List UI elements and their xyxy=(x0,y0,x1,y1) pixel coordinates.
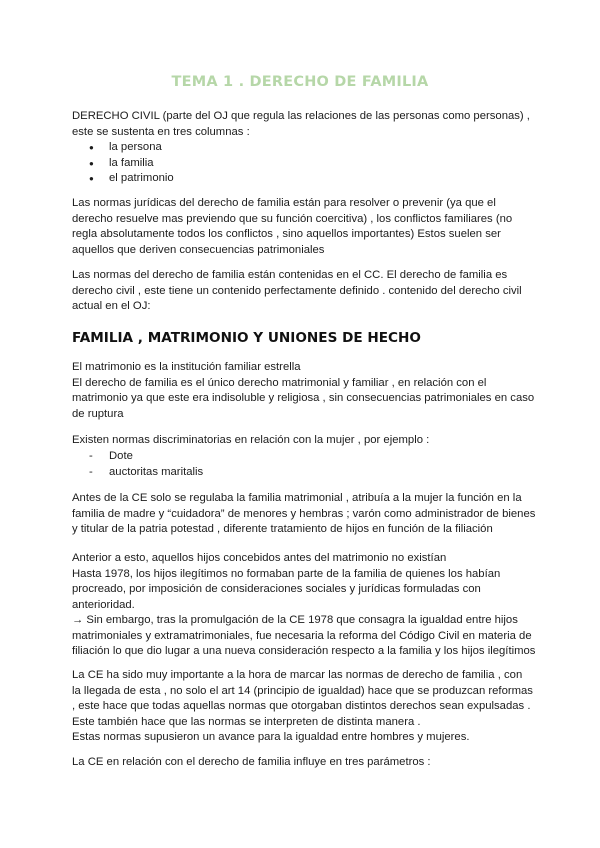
codigo-civil-paragraph xyxy=(72,268,542,315)
examples-dash-list xyxy=(93,449,293,480)
document-title: TEMA 1 . DERECHO DE FAMILIA xyxy=(171,74,429,90)
text-line: Las normas del derecho de familia están contenidas en el CC. El derecho de familia es xyxy=(72,269,508,281)
text-line: y titular de la patria potestad , diferente tratamiento de hijos en función de la filiación xyxy=(72,523,493,535)
text-line: Anterior a esto, aquellos hijos concebidos antes del matrimonio no existían xyxy=(72,552,447,564)
bullet-item: ● el patrimonio xyxy=(93,171,293,187)
text-line: Estas normas supusieron un avance para la igualdad entre hombres y mujeres. xyxy=(72,731,470,743)
text-line: de ruptura xyxy=(72,407,124,420)
text-line: este se sustenta en tres columnas : xyxy=(72,125,250,138)
text-line: la llegada de esta , no solo el art 14 (principio de igualdad) hace que se produzcan reformas xyxy=(72,684,533,697)
tres-parametros-paragraph xyxy=(72,755,542,771)
text-line: Antes de la CE solo se regulaba la familia matrimonial , atribuía a la mujer la función en la xyxy=(72,492,522,504)
ce-importante-paragraph xyxy=(72,668,542,746)
discriminatorias-paragraph xyxy=(72,433,542,449)
text-line: matrimonio ya que este era indisoluble y religiosa , sin consecuencias patrimoniales en caso xyxy=(72,392,535,404)
text-line: Las normas jurídicas del derecho de familia están para resolver o prevenir (ya que el xyxy=(72,197,496,209)
text-line: filiación lo que dio lugar a una nueva consideración respecto a la familia y los hijos ilegítimos xyxy=(72,645,536,657)
text-line: anterioridad. xyxy=(72,598,135,611)
text-line: El derecho de familia es el único derecho matrimonial y familiar , en relación con el xyxy=(72,376,487,389)
text-line: familia de madre y “cuidadora” de menores y hembras ; varón como administrador de bienes xyxy=(72,507,536,520)
antes-ce-paragraph xyxy=(72,491,542,538)
section-heading: FAMILIA , MATRIMONIO Y UNIONES DE HECHO xyxy=(72,330,421,346)
text-line: actual en el OJ: xyxy=(72,300,151,312)
text-line: aquellos que deriven consecuencias patrimoniales xyxy=(72,243,325,256)
text-line: derecho civil , este tiene un contenido perfectamente definido . contenido del derecho civil xyxy=(72,284,522,297)
dash-item: - Dote xyxy=(93,449,293,465)
anterior-paragraph xyxy=(72,551,542,660)
matrimonio-paragraph xyxy=(72,360,542,422)
intro-paragraph xyxy=(72,109,542,140)
text-line: La CE en relación con el derecho de familia influye en tres parámetros : xyxy=(72,756,431,768)
text-line: Hasta 1978, los hijos ilegítimos no formaban parte de la familia de quienes los habían xyxy=(72,567,501,580)
text-line: , este hace que todas aquellas normas que otorgaban distintos derechos sean expulsadas . xyxy=(72,700,531,712)
columns-bullet-list xyxy=(93,140,293,187)
text-line: regla absolutamente todos los conflictos , sino aquellos importantes) Estos suelen ser xyxy=(72,228,501,240)
text-line: DERECHO CIVIL (parte del OJ que regula las relaciones de las personas como personas) , xyxy=(72,110,530,122)
bullet-item: ● la familia xyxy=(93,156,293,172)
text-line: matrimoniales y extramatrimoniales, fue necesaria la reforma del Código Civil en materia de xyxy=(72,629,532,642)
text-line: procreado, por imposición de consideraciones sociales y jurídicas formuladas con xyxy=(72,583,481,595)
text-line: La CE ha sido muy importante a la hora de marcar las normas de derecho de familia , con xyxy=(72,669,523,681)
text-line: Existen normas discriminatorias en relación con la mujer , por ejemplo : xyxy=(72,434,430,446)
text-line: Este también hace que las normas se interpreten de distinta manera . xyxy=(72,715,421,728)
dash-item: - auctoritas maritalis xyxy=(93,465,293,481)
text-line: derecho resuelve mas previendo que su función coercitiva) , los conflictos familiares (no xyxy=(72,212,513,225)
bullet-item: ● la persona xyxy=(93,140,293,156)
text-line: → Sin embargo, tras la promulgación de la CE 1978 que consagra la igualdad entre hijos xyxy=(72,614,518,626)
text-line: El matrimonio es la institución familiar estrella xyxy=(72,361,301,373)
normas-juridicas-paragraph xyxy=(72,196,542,258)
